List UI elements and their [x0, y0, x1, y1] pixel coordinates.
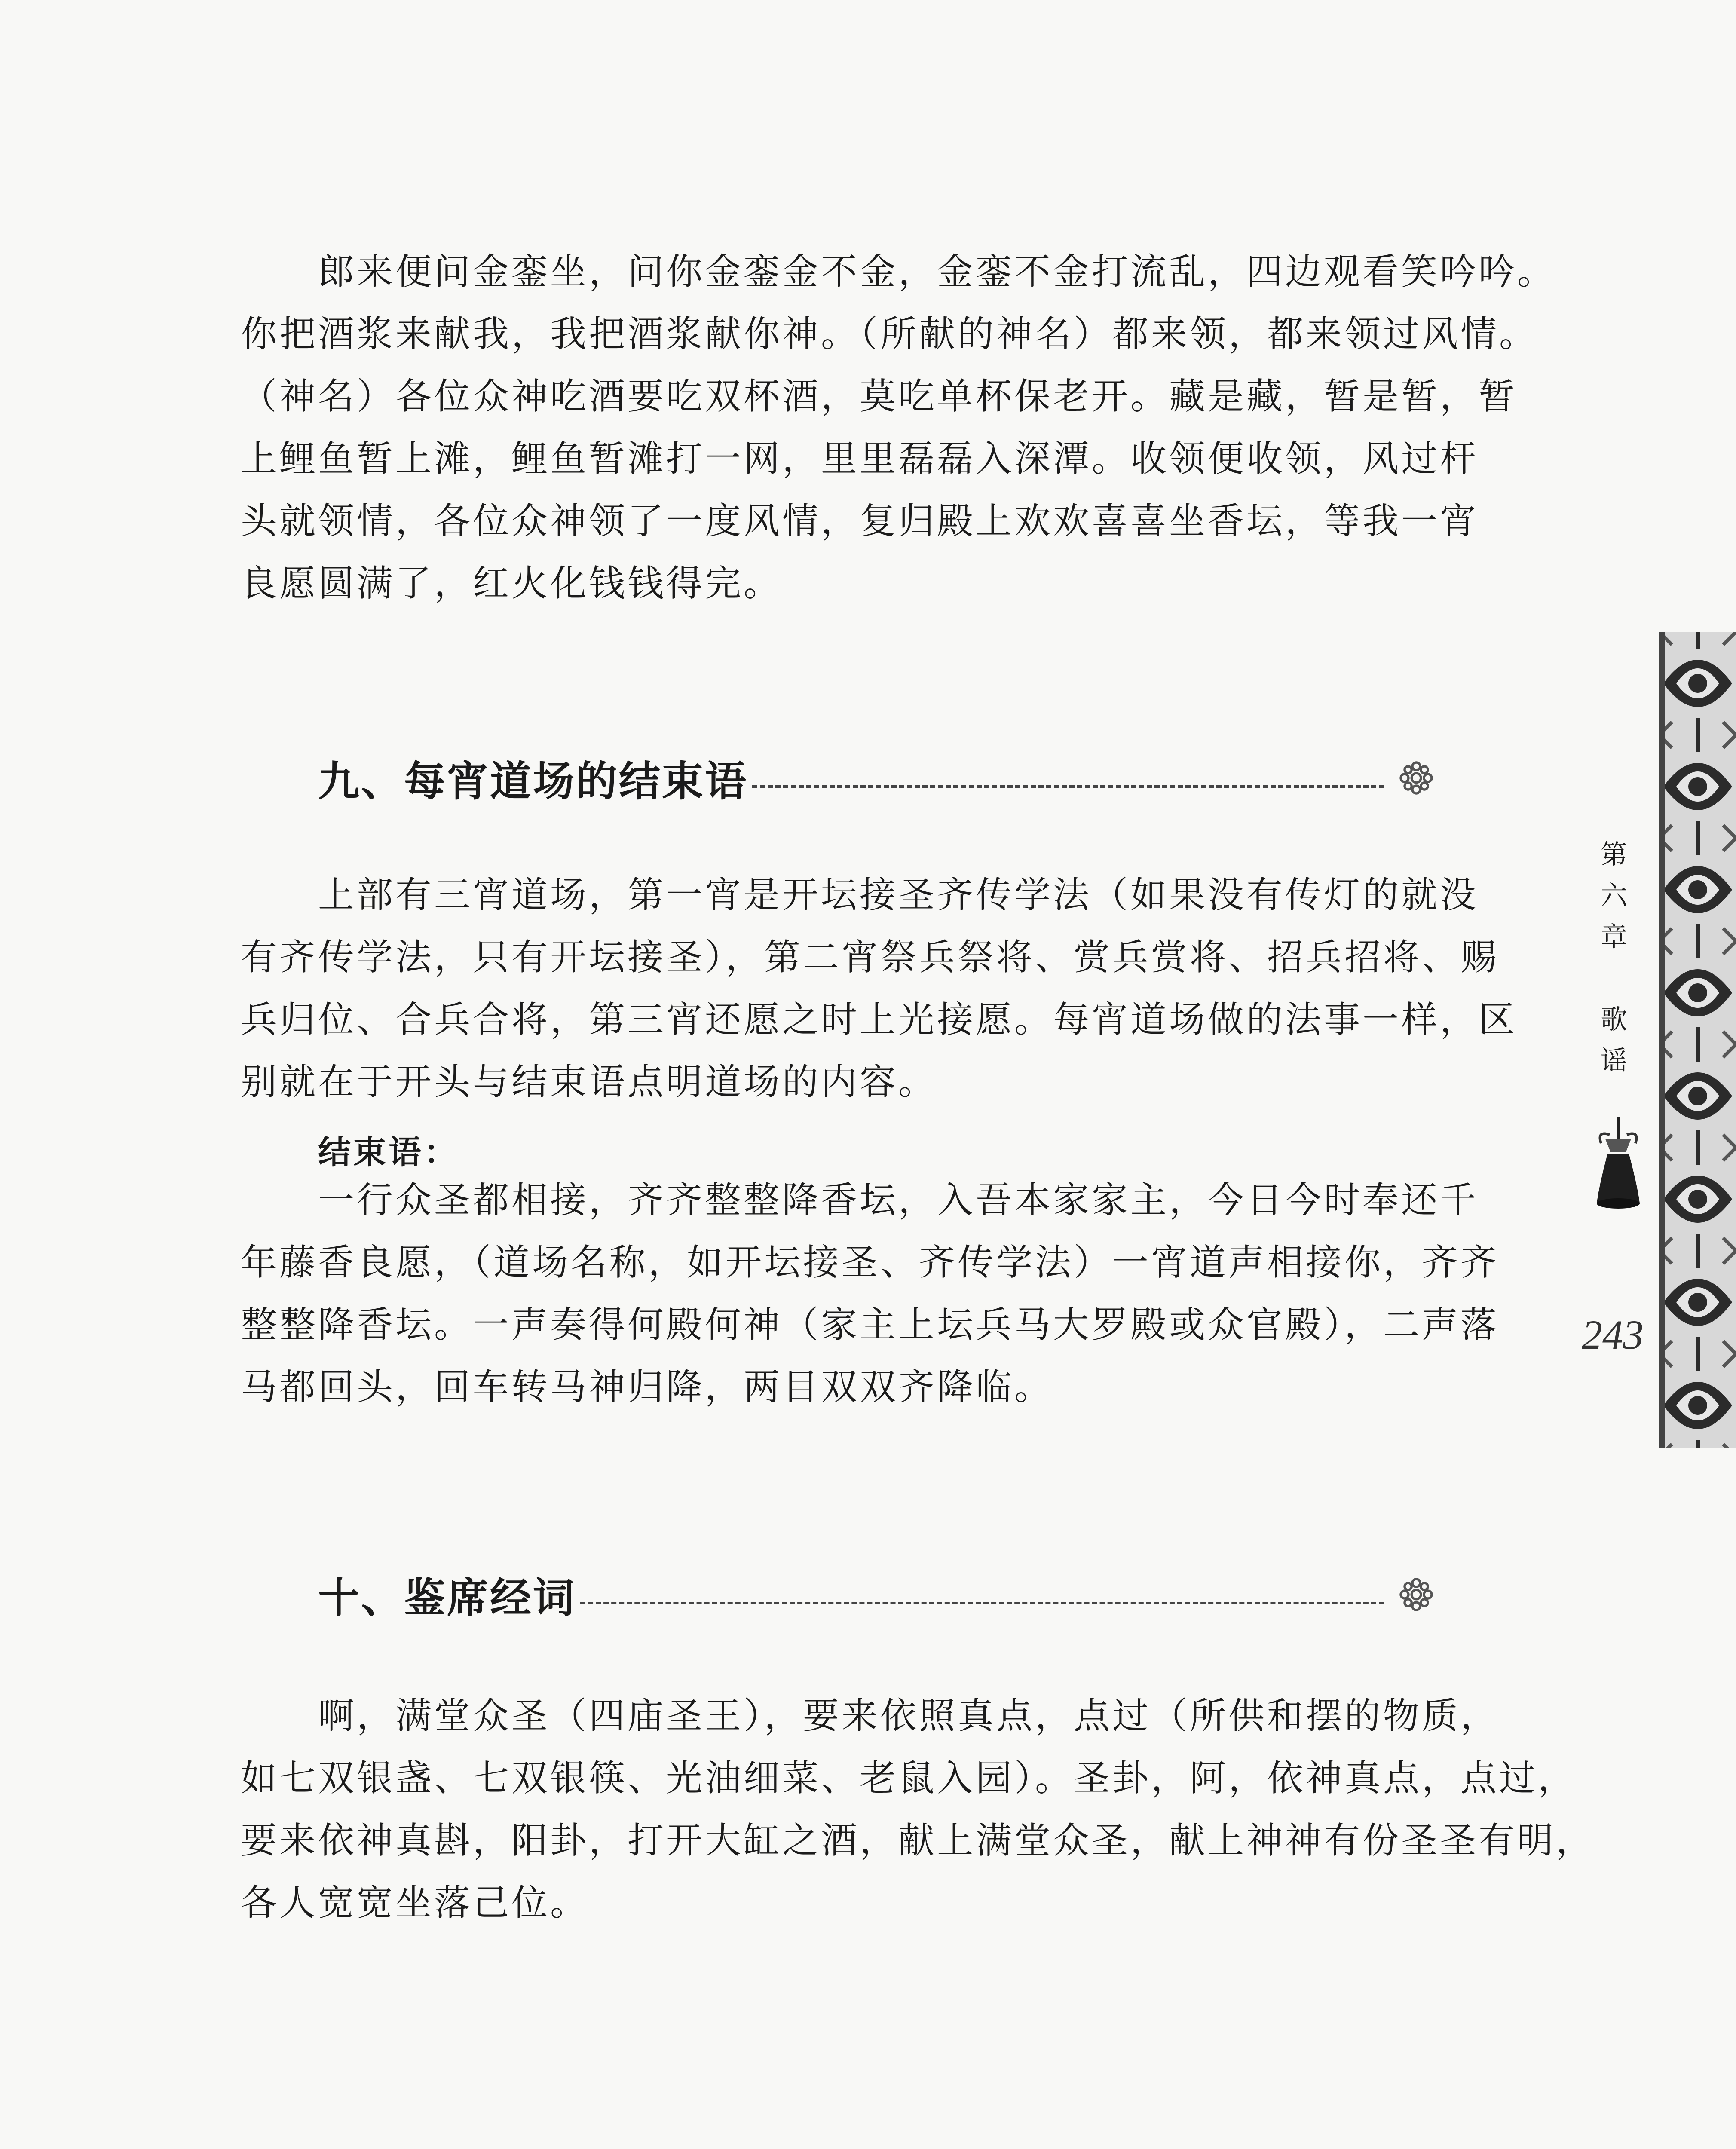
chapter-char	[1590, 958, 1638, 999]
paragraph-line: 郎来便问金銮坐，问你金銮金不金，金銮不金打流乱，四边观看笑吟吟。	[318, 251, 1556, 293]
paragraph-line: 你把酒浆来献我，我把酒浆献你神。（所献的神名）都来领，都来领过风情。	[241, 313, 1538, 355]
section-9-heading	[318, 748, 1436, 808]
verse-line: 一行众圣都相接，齐齐整整降香坛，入吾本家家主，今日今时奉还千	[318, 1179, 1479, 1221]
paragraph-line: 各人宽宽坐落己位。	[241, 1882, 589, 1924]
section-9-title: 九、每宵道场的结束语	[318, 757, 748, 805]
top-paragraph	[241, 241, 1556, 615]
paragraph-line: 良愿圆满了，红火化钱钱得完。	[241, 562, 783, 604]
section-10-text	[241, 1685, 1595, 1934]
dashed-rule	[580, 1602, 1384, 1604]
paragraph-line: 上部有三宵道场，第一宵是开坛接圣齐传学法（如果没有传灯的就没	[318, 874, 1479, 916]
verse-line: 整整降香坛。一声奏得何殿何神（家主上坛兵马大罗殿或众官殿），二声落	[241, 1304, 1500, 1346]
paragraph-line: 上鲤鱼暂上滩，鲤鱼暂滩打一网，里里磊磊入深潭。收领便收领，风过杆	[241, 438, 1479, 480]
verse-subheading: 结束语：	[318, 1133, 459, 1171]
chapter-char: 六	[1600, 880, 1627, 911]
verse-line: 年藤香良愿，（道场名称，如开坛接圣、齐传学法）一宵道声相接你，齐齐	[241, 1241, 1500, 1283]
paragraph-line: 别就在于开头与结束语点明道场的内容。	[241, 1061, 937, 1103]
paragraph-line: 有齐传学法，只有开坛接圣），第二宵祭兵祭将、赏兵赏将、招兵招将、赐	[241, 936, 1500, 978]
flower-ornament-icon	[1397, 1575, 1436, 1614]
dashed-rule	[752, 785, 1384, 788]
paragraph-line: 要来依神真斟，阳卦，打开大缸之酒，献上满堂众圣，献上神神有份圣圣有明，	[241, 1819, 1595, 1861]
chapter-char: 谣	[1600, 1045, 1627, 1076]
paragraph-line: 头就领情，各位众神领了一度风情，复归殿上欢欢喜喜坐香坛，等我一宵	[241, 500, 1479, 542]
section-9-verse	[241, 1169, 1500, 1418]
decorative-side-band	[1659, 632, 1736, 1448]
section-10-title: 十、鉴席经词	[318, 1573, 576, 1622]
flower-ornament-icon	[1397, 759, 1436, 797]
bell-icon	[1588, 1113, 1648, 1212]
paragraph-line: 啊，满堂众圣（四庙圣王），要来依照真点，点过（所供和摆的物质，	[318, 1695, 1500, 1737]
page-number: 243	[1582, 1312, 1644, 1358]
chapter-label	[1590, 834, 1638, 1081]
paragraph-line: 兵归位、合兵合将，第三宵还愿之时上光接愿。每宵道场做的法事一样，区	[241, 998, 1518, 1041]
section-9-intro	[241, 864, 1518, 1113]
chapter-char: 章	[1600, 921, 1627, 952]
verse-line: 马都回头，回车转马神归降，两目双双齐降临。	[241, 1366, 1053, 1408]
chapter-char: 歌	[1600, 1004, 1627, 1035]
paragraph-line: 如七双银盏、七双银筷、光油细菜、老鼠入园）。圣卦，阿，依神真点，点过，	[241, 1757, 1577, 1799]
chapter-char: 第	[1600, 839, 1627, 870]
paragraph-line: （神名）各位众神吃酒要吃双杯酒，莫吃单杯保老开。藏是藏，暂是暂，暂	[241, 375, 1518, 417]
section-10-heading	[318, 1564, 1436, 1625]
